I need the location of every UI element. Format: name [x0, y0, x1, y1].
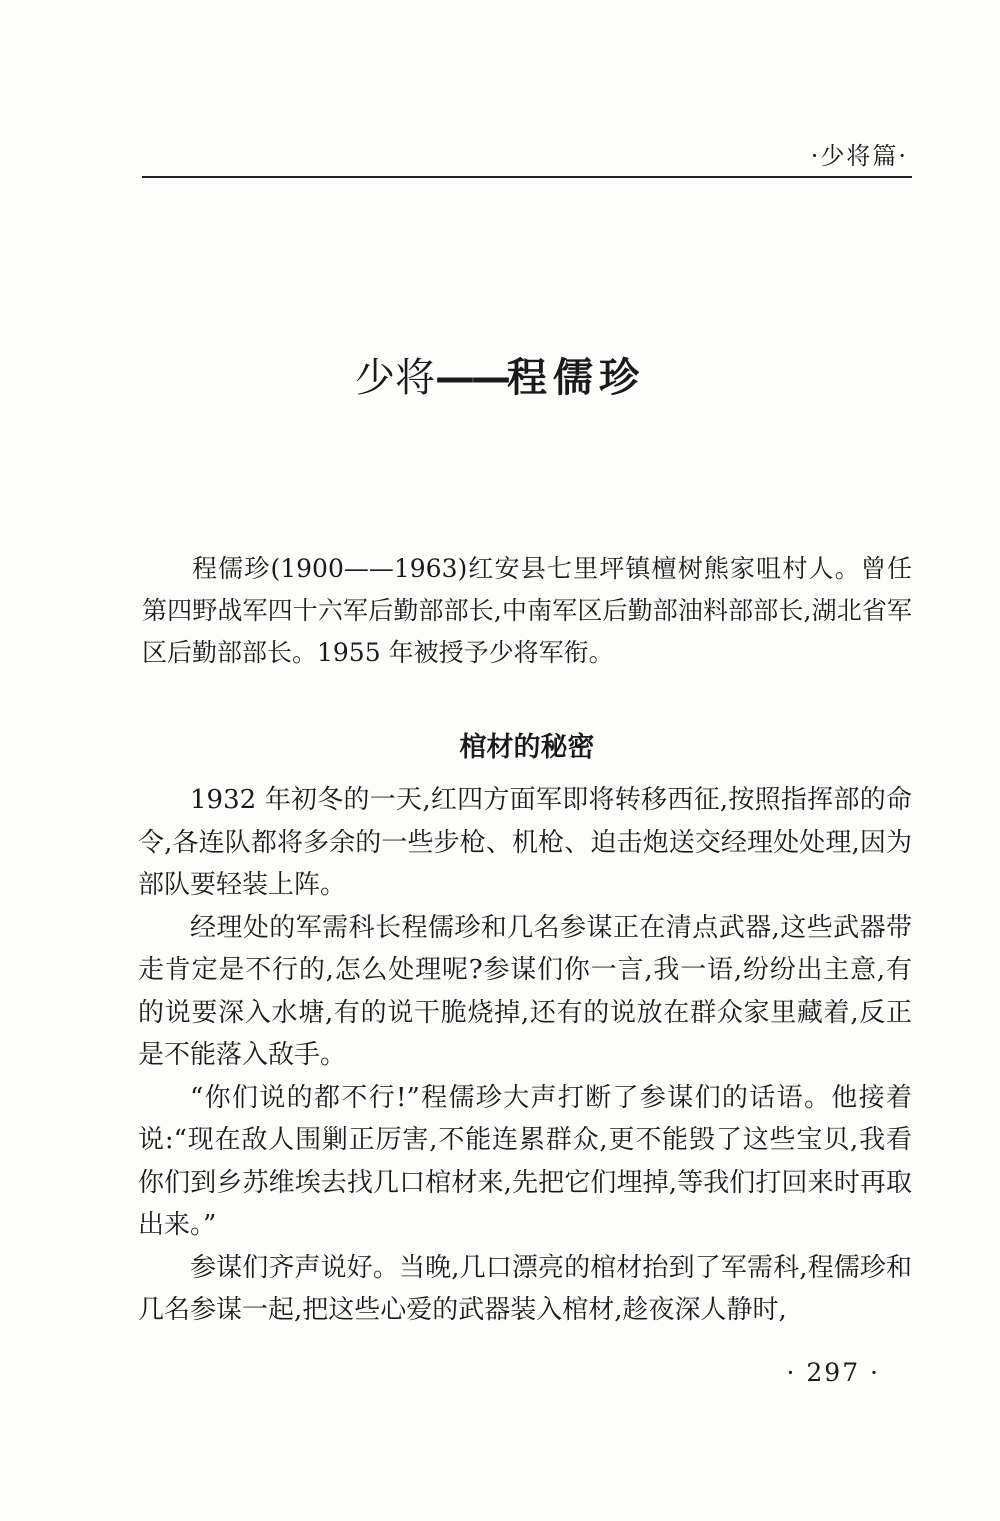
- running-header: ·少将篇·: [810, 142, 908, 170]
- article-body: [138, 779, 912, 1332]
- page-number: · 297 ·: [786, 1358, 880, 1387]
- chapter-title-name: 程儒珍: [507, 354, 645, 401]
- chapter-title-rank: 少将: [355, 355, 435, 401]
- section-heading: 棺材的秘密: [459, 732, 595, 763]
- paragraph: 1932 年初冬的一天,红四方面军即将转移西征,按照指挥部的命令,各连队都将多余的一些步枪、机枪、迫击炮送交经理处处理,因为部队要轻装上阵。: [138, 785, 912, 900]
- chapter-title: [0, 350, 1000, 406]
- paragraph: 经理处的军需科长程儒珍和几名参谋正在清点武器,这些武器带走肯定是不行的,怎么处理呢?参谋们你一言,我一语,纷纷出主意,有的说要深入水塘,有的说干脆烧掉,还有的说放在群众家里藏着,反正是不能落入敌手。: [138, 912, 912, 1070]
- paragraph: “你们说的都不行!”程儒珍大声打断了参谋们的话语。他接着说:“现在敌人围剿正厉害,不能连累群众,更不能毁了这些宝贝,我看你们到乡苏维埃去找几口棺材来,先把它们埋掉,等我们打回来时再取出来。”: [138, 1082, 912, 1240]
- header-rule: [142, 176, 912, 178]
- biography-text: 程儒珍(1900——1963)红安县七里坪镇檀树熊家咀村人。曾任第四野战军四十六军后勤部部长,中南军区后勤部油料部部长,湖北省军区后勤部部长。1955 年被授予少将军衔。: [142, 554, 912, 667]
- biography: [142, 548, 912, 674]
- paragraph: 参谋们齐声说好。当晚,几口漂亮的棺材抬到了军需科,程儒珍和几名参谋一起,把这些心爱的武器装入棺材,趁夜深人静时,: [138, 1252, 912, 1325]
- chapter-title-dash: ——: [435, 355, 507, 401]
